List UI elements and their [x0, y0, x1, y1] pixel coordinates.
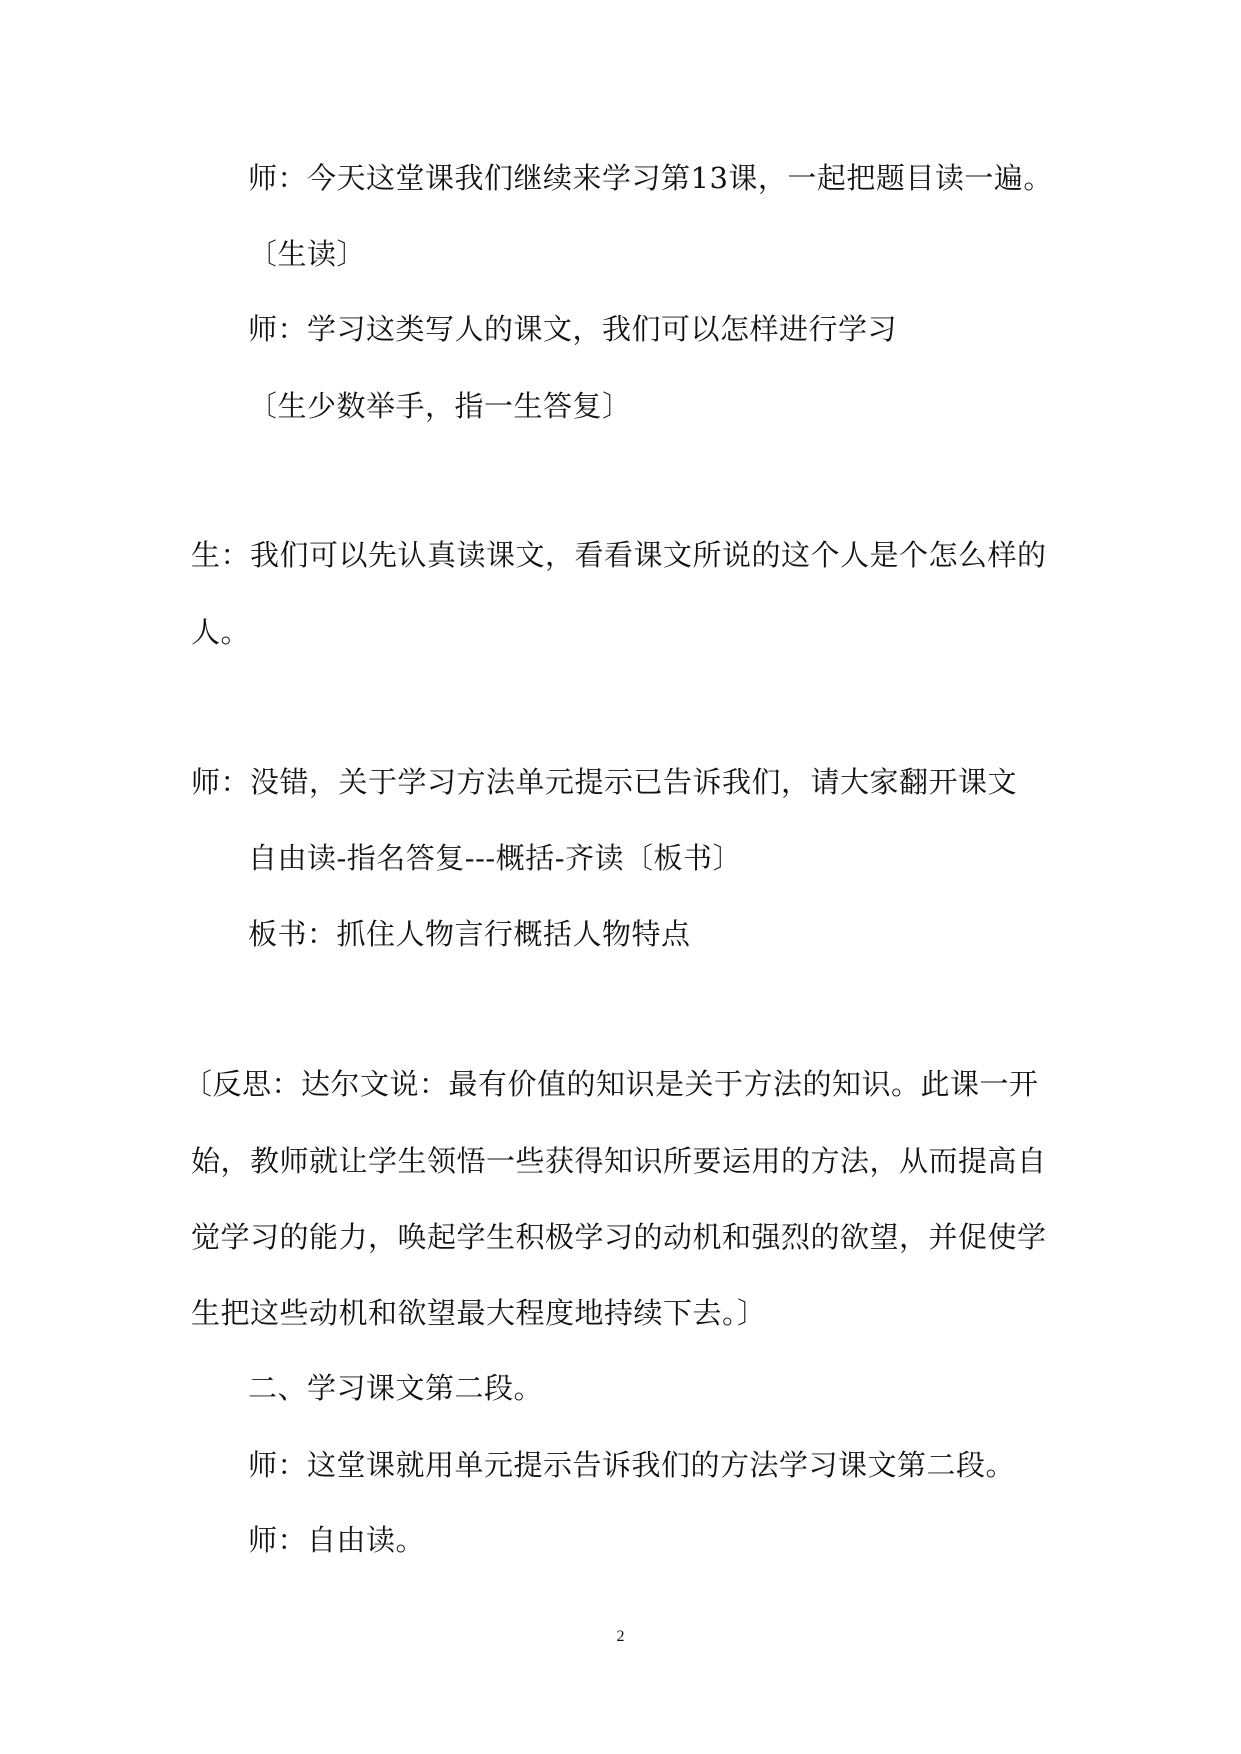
paragraph-students-raise-hands: 〔生少数举手，指一生答复〕: [248, 389, 632, 423]
paragraph-students-read: 〔生读〕: [248, 237, 367, 271]
paragraph-reflection-line-2: 始，教师就让学生领悟一些获得知识所要运用的方法，从而提高自: [191, 1144, 1047, 1178]
paragraph-teacher-confirm: 师：没错，关于学习方法单元提示已告诉我们，请大家翻开课文: [191, 765, 1018, 799]
page-number: 2: [616, 1628, 625, 1645]
paragraph-free-reading: 师：自由读。: [248, 1523, 426, 1557]
paragraph-reflection-line-4: 生把这些动机和欲望最大程度地持续下去。〕: [191, 1296, 767, 1330]
paragraph-reflection-line-1: 〔反思：达尔文说：最有价值的知识是关于方法的知识。此课一开: [183, 1067, 1039, 1101]
paragraph-student-answer-line-1: 生：我们可以先认真读课文，看看课文所说的这个人是个怎么样的: [191, 538, 1047, 572]
paragraph-teacher-question: 师：学习这类写人的课文，我们可以怎样进行学习: [248, 312, 898, 346]
paragraph-reading-steps: 自由读-指名答复---概括-齐读〔板书〕: [248, 841, 742, 875]
paragraph-teacher-intro: 师：今天这堂课我们继续来学习第13课，一起把题目读一遍。: [248, 161, 1053, 195]
section-heading-2: 二、学习课文第二段。: [248, 1371, 544, 1405]
paragraph-teacher-method: 师：这堂课就用单元提示告诉我们的方法学习课文第二段。: [248, 1448, 1016, 1482]
paragraph-student-answer-line-2: 人。: [191, 615, 251, 649]
paragraph-reflection-line-3: 觉学习的能力，唤起学生积极学习的动机和强烈的欲望，并促使学: [191, 1220, 1047, 1254]
paragraph-blackboard: 板书：抓住人物言行概括人物特点: [248, 917, 691, 951]
